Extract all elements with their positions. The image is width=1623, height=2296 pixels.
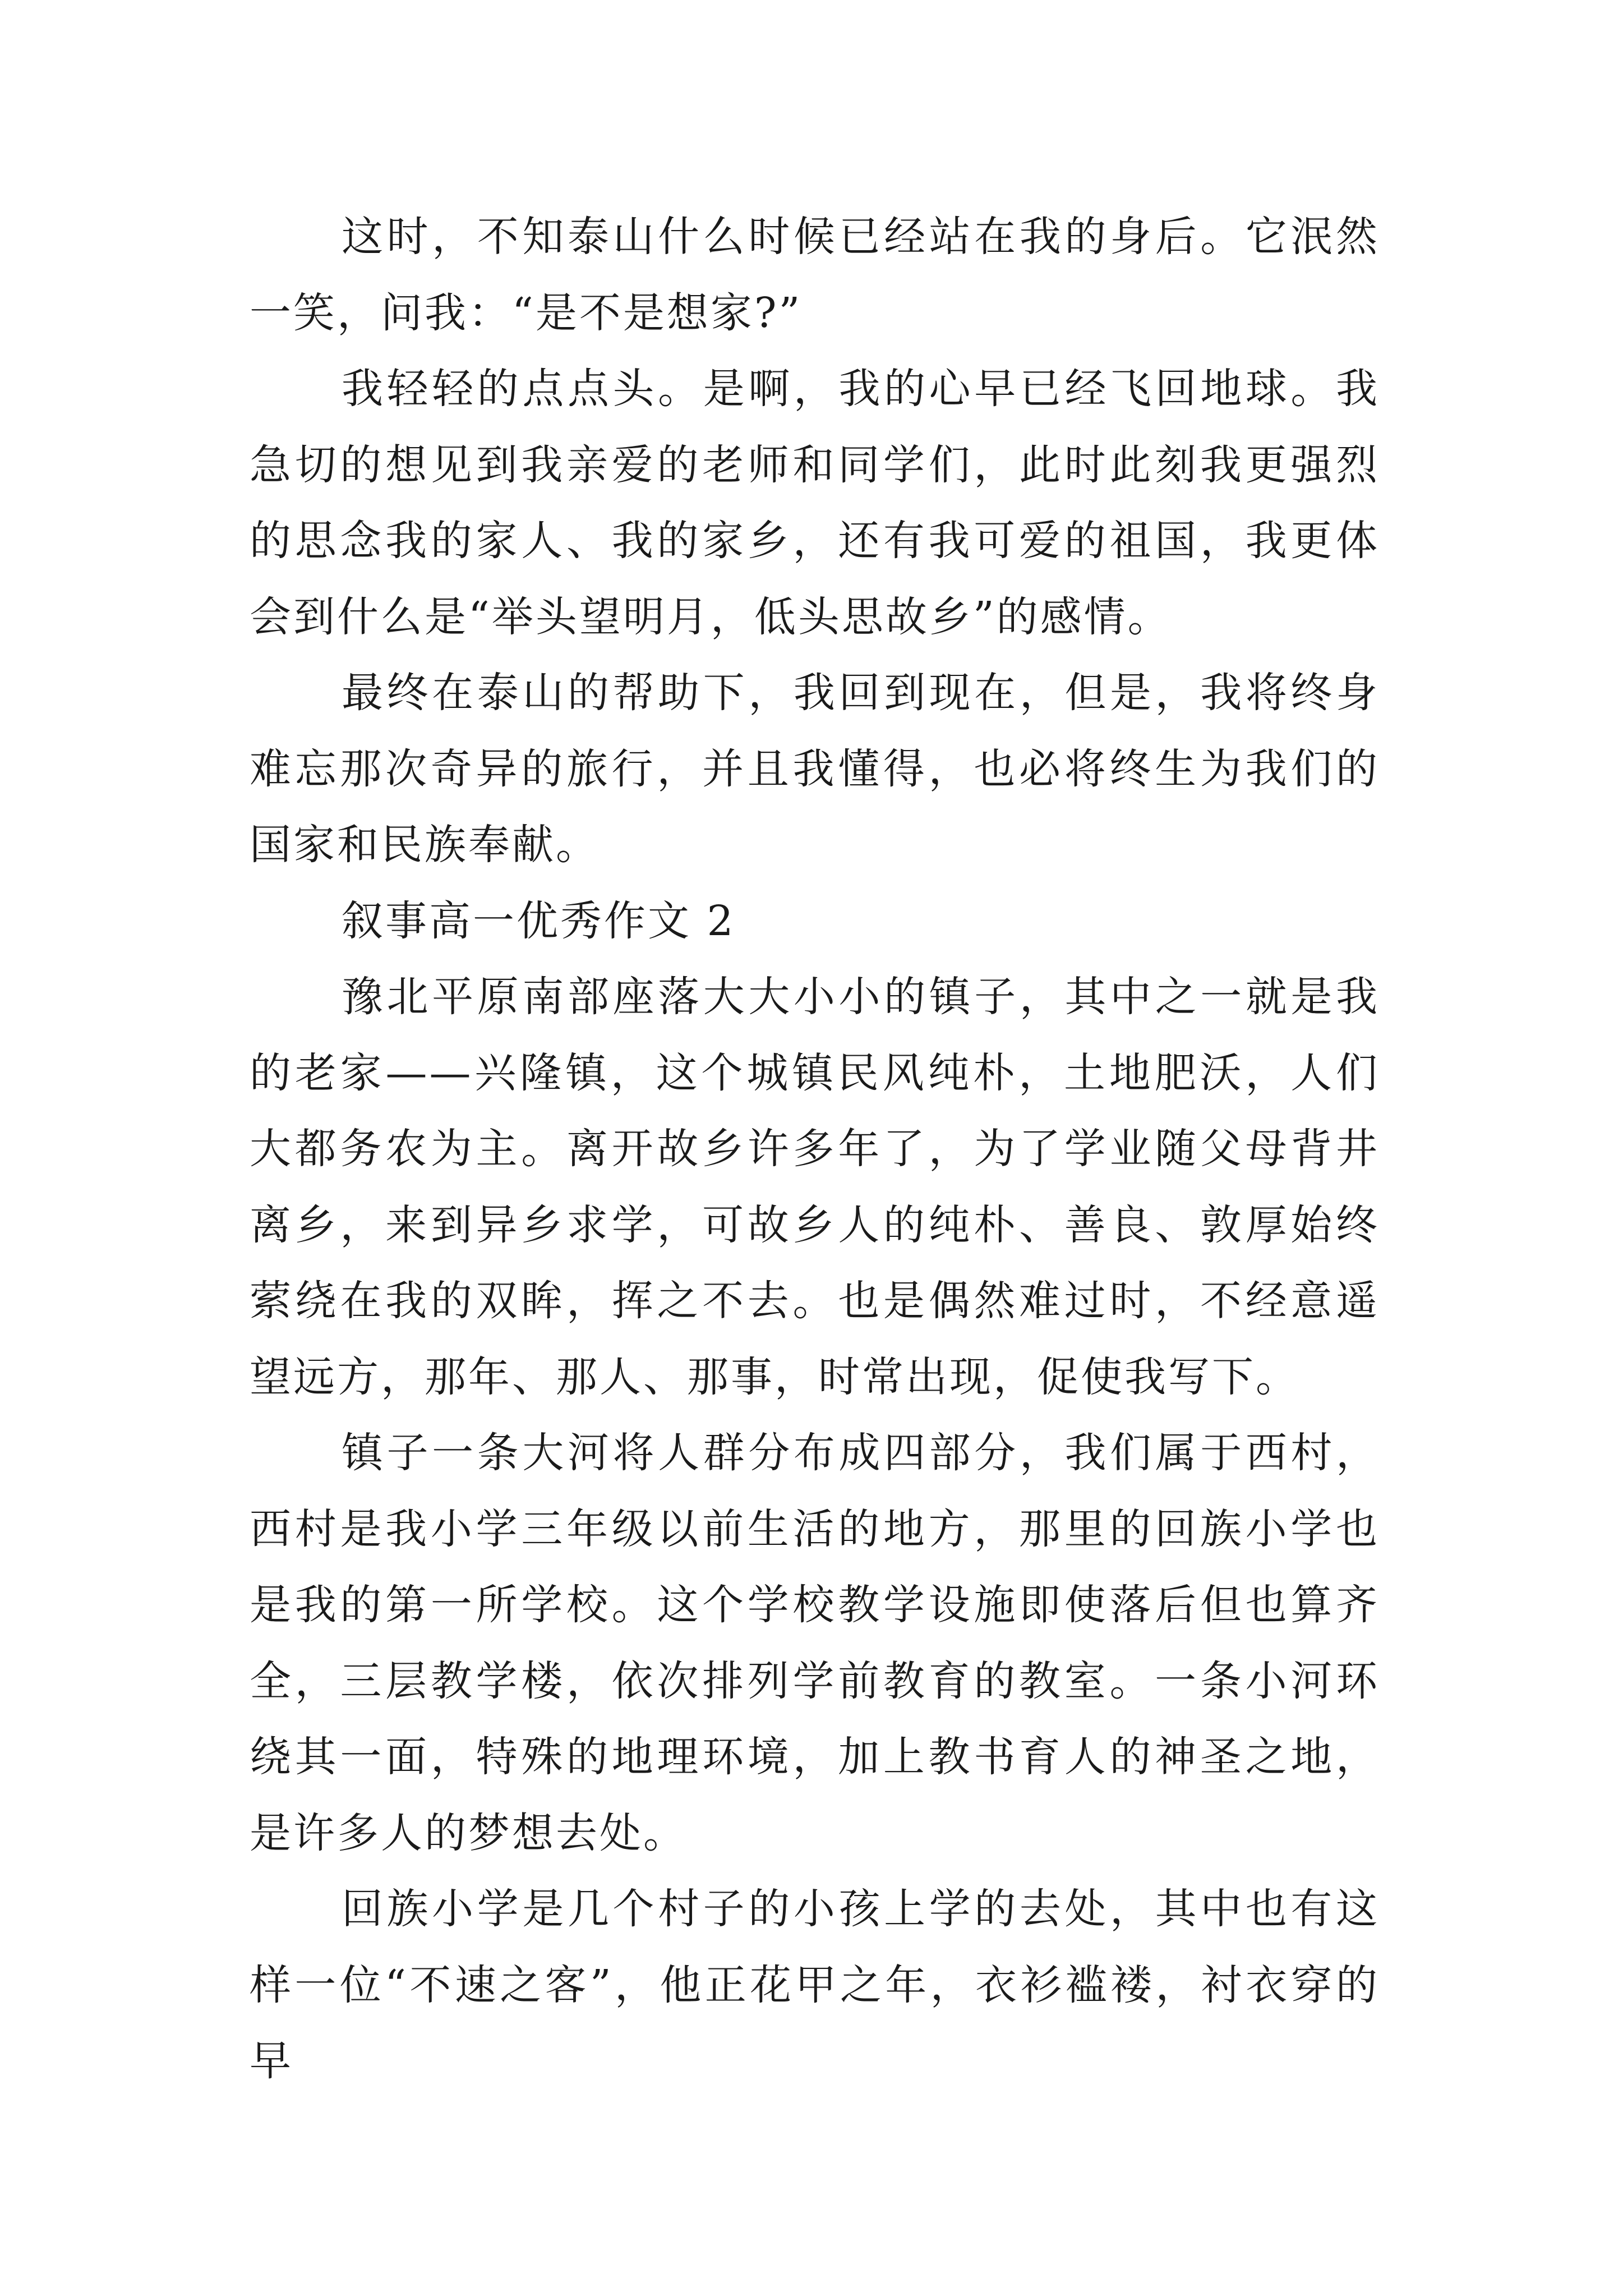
paragraph-3: 最终在泰山的帮助下，我回到现在，但是，我将终身难忘那次奇异的旅行，并且我懂得，也必将终生为我们的国家和民族奉献。 xyxy=(250,669,1380,869)
section-title: 叙事高一优秀作文 2 xyxy=(342,896,736,945)
section-paragraph-3: 回族小学是几个村子的小孩上学的去处，其中也有这样一位“不速之客”，他正花甲之年，衣衫褴褛，衬衣穿的早 xyxy=(250,1885,1380,2085)
paragraph-1: 这时，不知泰山什么时候已经站在我的身后。它泯然一笑，问我：“是不是想家?” xyxy=(250,213,1380,337)
paragraph-2: 我轻轻的点点头。是啊，我的心早已经飞回地球。我急切的想见到我亲爱的老师和同学们，此时此刻我更强烈的思念我的家人、我的家乡，还有我可爱的祖国，我更体会到什么是“举头望明月，低头思故乡”的感情。 xyxy=(250,365,1380,641)
section-paragraph-2: 镇子一条大河将人群分布成四部分，我们属于西村，西村是我小学三年级以前生活的地方，那里的回族小学也是我的第一所学校。这个学校教学设施即使落后但也算齐全，三层教学楼，依次排列学前教育的教室。一条小河环绕其一面，特殊的地理环境，加上教书育人的神圣之地，是许多人的梦想去处。 xyxy=(250,1429,1380,1857)
document-body xyxy=(250,199,1380,2100)
section-paragraph-1: 豫北平原南部座落大大小小的镇子，其中之一就是我的老家——兴隆镇，这个城镇民风纯朴，土地肥沃，人们大都务农为主。离开故乡许多年了，为了学业随父母背井离乡，来到异乡求学，可故乡人的纯朴、善良、敦厚始终萦绕在我的双眸，挥之不去。也是偶然难过时，不经意遥望远方，那年、那人、那事，时常出现，促使我写下。 xyxy=(250,973,1380,1401)
